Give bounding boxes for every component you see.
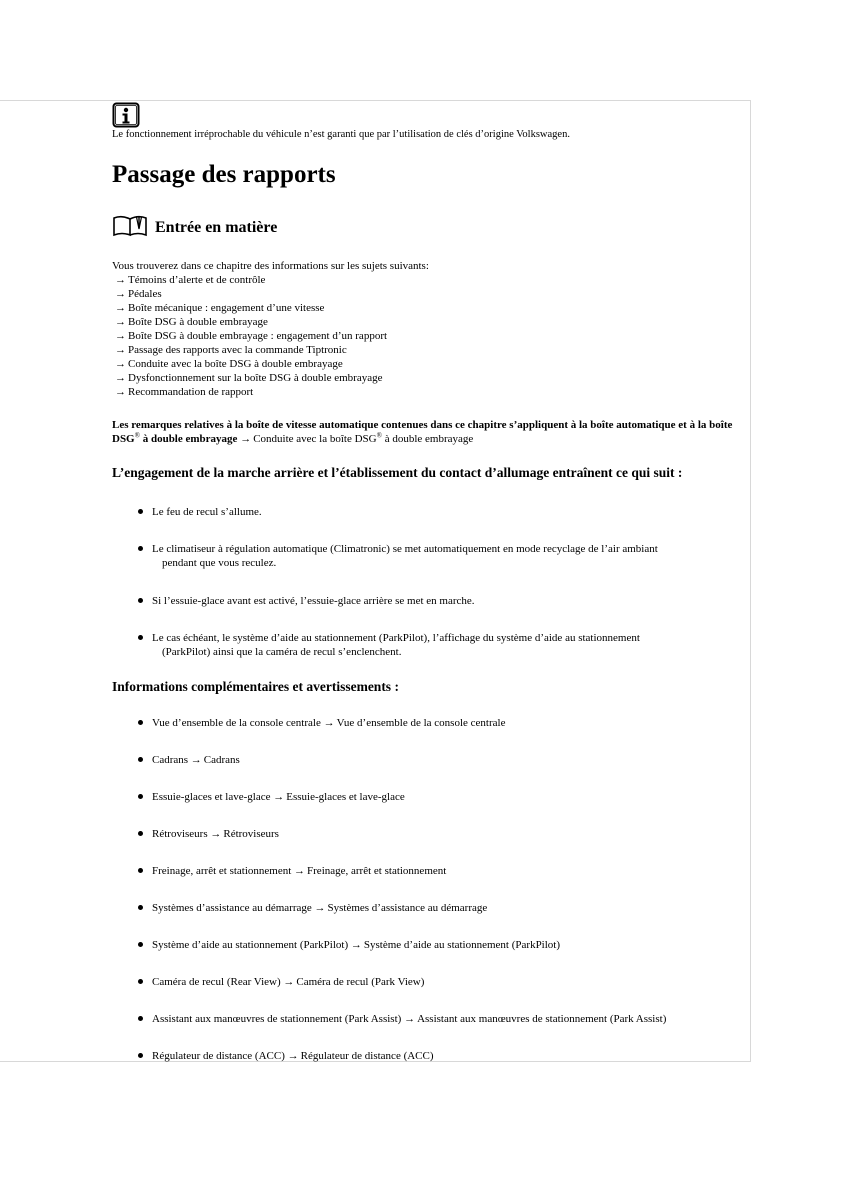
bullet-icon (138, 757, 143, 762)
arrow-icon: → (115, 302, 126, 314)
info-icon (112, 102, 140, 128)
section-title: Entrée en matière (155, 219, 278, 236)
topic-link-warning-lights[interactable]: Témoins d’alerte et de contrôle (128, 274, 266, 286)
list-item-text-cont: pendant que vous reculez. (162, 557, 277, 569)
arrow-icon: → (115, 358, 126, 370)
registered-mark: ® (376, 431, 382, 440)
info-note: Le fonctionnement irréprochable du véhicule n’est garanti que par l’utilisation de clés d’origine Volkswagen. (112, 129, 570, 140)
bullet-icon (138, 720, 143, 725)
list-item-text: Essuie-glaces et lave-glace (152, 791, 271, 803)
cross-reference-link[interactable]: Systèmes d’assistance au démarrage (327, 902, 488, 914)
arrow-icon: → (210, 828, 222, 840)
book-icon (112, 214, 150, 238)
bullet-icon (138, 546, 143, 551)
arrow-icon: → (115, 330, 126, 342)
remark-bold-2: à double embrayage (139, 433, 238, 445)
arrow-icon: → (115, 344, 126, 356)
page-frame (0, 100, 751, 1062)
topic-item[interactable] (112, 315, 429, 329)
topic-item[interactable] (112, 287, 429, 301)
info-heading: Informations complémentaires et avertissements : (112, 679, 399, 694)
cross-reference-link[interactable]: Freinage, arrêt et stationnement (307, 865, 447, 877)
arrow-icon: → (314, 902, 326, 914)
remark-link[interactable] (253, 433, 473, 445)
arrow-icon: → (287, 1050, 299, 1062)
list-item-text: Caméra de recul (Rear View) (152, 976, 281, 988)
intro-block (112, 259, 429, 399)
list-item-text-cont: (ParkPilot) ainsi que la caméra de recul s’enclenchent. (162, 646, 402, 658)
list-item-text: Si l’essuie-glace avant est activé, l’essuie-glace arrière se met en marche. (152, 595, 475, 607)
cross-reference-link[interactable]: Assistant aux manœuvres de stationnement (Park Assist) (417, 1013, 667, 1025)
cross-reference-link[interactable]: Rétroviseurs (223, 828, 279, 840)
arrow-icon: → (350, 939, 362, 951)
arrow-icon: → (115, 274, 126, 286)
topic-link-tiptronic[interactable]: Passage des rapports avec la commande Tiptronic (128, 344, 347, 356)
topic-item[interactable] (112, 329, 429, 343)
list-item-text: Cadrans (152, 754, 189, 766)
arrow-icon: → (273, 791, 285, 803)
bullet-icon (138, 831, 143, 836)
cross-reference-link[interactable]: Vue d’ensemble de la console centrale (336, 717, 506, 729)
arrow-icon: → (294, 865, 306, 877)
list-item-text: Rétroviseurs (152, 828, 208, 840)
list-item-text: Régulateur de distance (ACC) (152, 1050, 285, 1062)
arrow-icon: → (240, 433, 252, 445)
arrow-icon: → (190, 754, 202, 766)
list-item-text: Vue d’ensemble de la console centrale (152, 717, 321, 729)
remark-paragraph (112, 418, 742, 446)
arrow-icon: → (115, 288, 126, 300)
topic-item[interactable] (112, 385, 429, 399)
bullet-icon (138, 1016, 143, 1021)
arrow-icon: → (323, 717, 335, 729)
arrow-icon: → (115, 372, 126, 384)
topic-list (112, 273, 429, 399)
list-item-text: Assistant aux manœuvres de stationnement (Park Assist) (152, 1013, 402, 1025)
bullet-icon (138, 979, 143, 984)
list-item-text: Le cas échéant, le système d’aide au stationnement (ParkPilot), l’affichage du système d’aide au stationnement (152, 632, 640, 644)
bullet-icon (138, 868, 143, 873)
arrow-icon: → (283, 976, 295, 988)
topic-link-dsg-driving[interactable]: Conduite avec la boîte DSG à double embrayage (128, 358, 343, 370)
remark-link-text[interactable]: Conduite avec la boîte DSG (253, 433, 377, 445)
arrow-icon: → (115, 386, 126, 398)
topic-link-dsg-malfunction[interactable]: Dysfonctionnement sur la boîte DSG à double embrayage (128, 372, 383, 384)
list-item-text: Le climatiseur à régulation automatique (Climatronic) se met automatiquement en mode recyclage de l’air ambiant (152, 543, 658, 555)
cross-reference-link[interactable]: Régulateur de distance (ACC) (300, 1050, 434, 1062)
cross-reference-link[interactable]: Cadrans (203, 754, 240, 766)
topic-item[interactable] (112, 357, 429, 371)
registered-mark: ® (134, 431, 140, 440)
bullet-icon (138, 942, 143, 947)
topic-link-dsg-engage[interactable]: Boîte DSG à double embrayage : engagement d’un rapport (128, 330, 388, 342)
page-title: Passage des rapports (112, 161, 336, 188)
bullet-icon (138, 1053, 143, 1058)
topic-link-gear-recommendation[interactable]: Recommandation de rapport (128, 386, 254, 398)
intro-lead: Vous trouverez dans ce chapitre des informations sur les sujets suivants: (112, 260, 429, 272)
topic-link-pedals[interactable]: Pédales (128, 288, 162, 300)
remark-bold-1: Les remarques relatives à la boîte de vitesse automatique contenues dans ce chapitre s’appliquent à la boîte automatique et à la boîte DSG (112, 419, 733, 445)
topic-item[interactable] (112, 371, 429, 385)
remark-link-text-end[interactable]: à double embrayage (381, 433, 474, 445)
arrow-icon: → (115, 316, 126, 328)
bullet-icon (138, 794, 143, 799)
topic-link-manual-gearbox[interactable]: Boîte mécanique : engagement d’une vitesse (128, 302, 325, 314)
cross-reference-link[interactable]: Caméra de recul (Park View) (296, 976, 425, 988)
arrow-icon: → (404, 1013, 416, 1025)
list-item-text: Le feu de recul s’allume. (152, 506, 262, 518)
list-item-text: Système d’aide au stationnement (ParkPilot) (152, 939, 349, 951)
reverse-heading: L’engagement de la marche arrière et l’établissement du contact d’allumage entraînent ce qui suit : (112, 465, 683, 480)
bullet-icon (138, 598, 143, 603)
bullet-icon (138, 905, 143, 910)
topic-item[interactable] (112, 343, 429, 357)
cross-reference-link[interactable]: Essuie-glaces et lave-glace (286, 791, 405, 803)
bullet-icon (138, 635, 143, 640)
bullet-icon (138, 509, 143, 514)
list-item-text: Freinage, arrêt et stationnement (152, 865, 292, 877)
list-item-text: Systèmes d’assistance au démarrage (152, 902, 312, 914)
cross-reference-link[interactable]: Système d’aide au stationnement (ParkPilot) (363, 939, 561, 951)
topic-item[interactable] (112, 301, 429, 315)
topic-link-dsg[interactable]: Boîte DSG à double embrayage (128, 316, 268, 328)
topic-item[interactable] (112, 273, 429, 287)
